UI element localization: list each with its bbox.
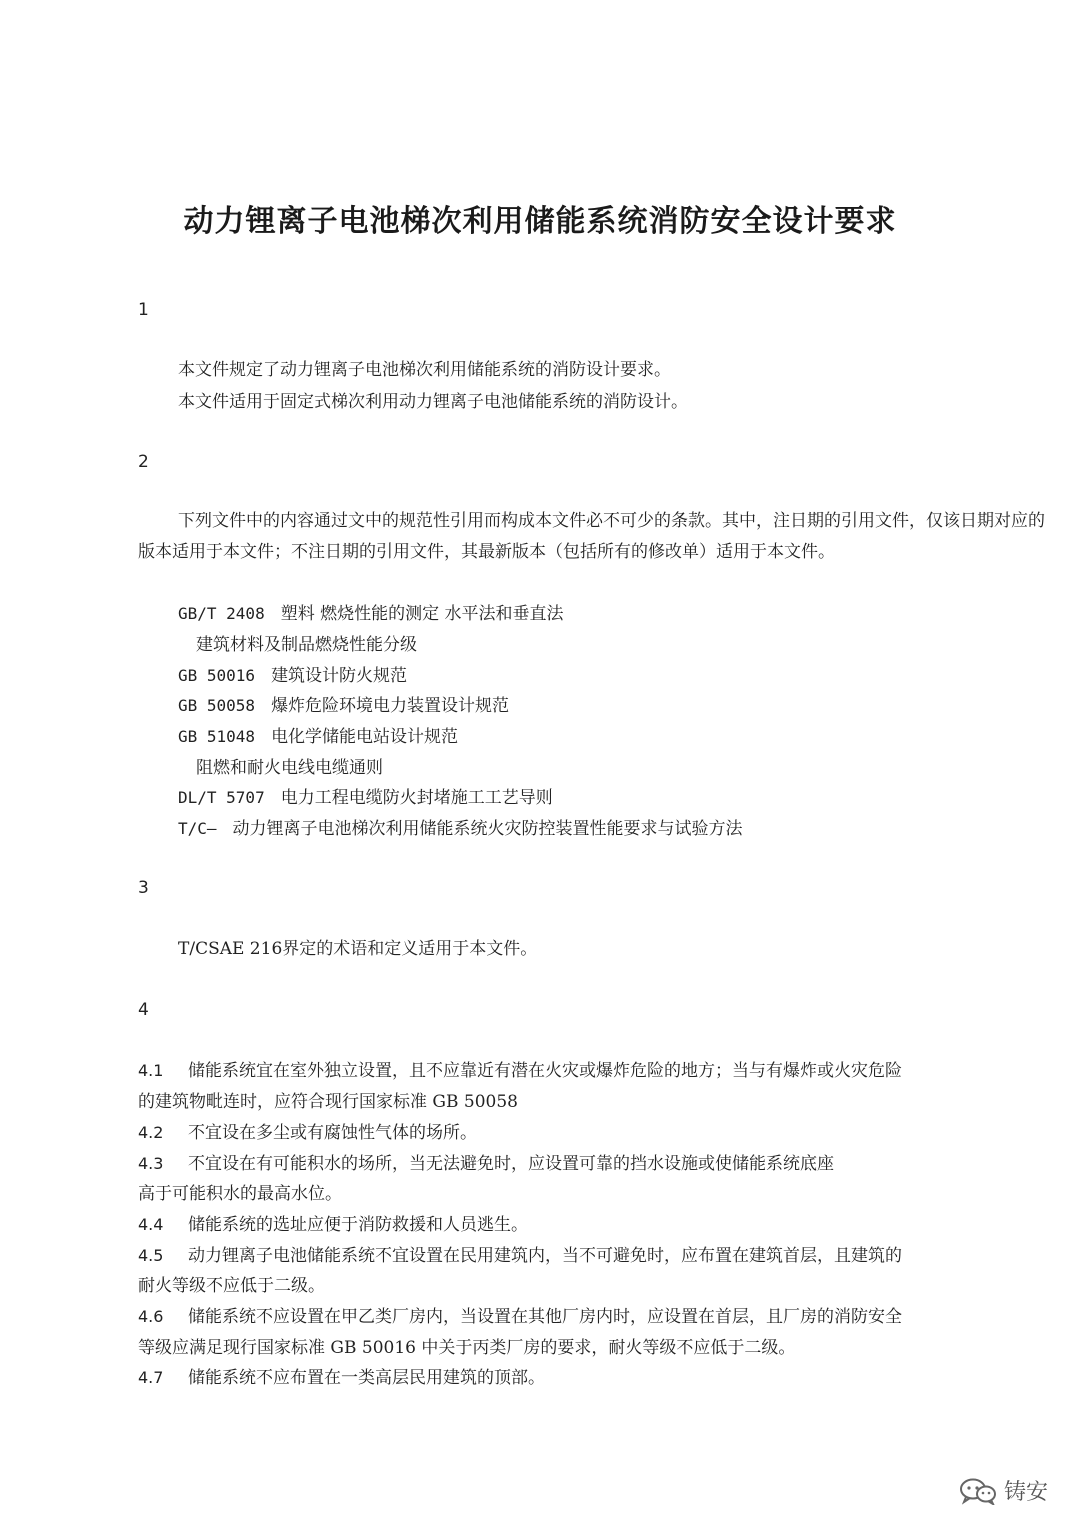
clause-number: 4.7 xyxy=(138,1368,164,1387)
watermark-text: 铸安 xyxy=(1003,1480,1048,1505)
reference-name: 爆炸危险环境电力装置设计规范 xyxy=(271,696,510,716)
section-1-line-2: 本文件适用于固定式梯次利用动力锂离子电池储能系统的消防设计。 xyxy=(178,392,688,412)
reference-item xyxy=(178,602,564,626)
clause-4-3-cont: 高于可能积水的最高水位。 xyxy=(138,1184,342,1204)
reference-item xyxy=(178,725,458,749)
clause-4-3 xyxy=(138,1152,834,1176)
clause-4-4 xyxy=(138,1213,528,1237)
clause-4-1 xyxy=(138,1059,902,1083)
reference-code: GB 50058 xyxy=(178,696,256,715)
wechat-icon xyxy=(958,1477,998,1505)
clause-4-6-cont: 等级应满足现行国家标准 GB 50016 中关于丙类厂房的要求，耐火等级不应低于二级。 xyxy=(138,1338,796,1358)
reference-name: 塑料 燃烧性能的测定 水平法和垂直法 xyxy=(280,604,564,624)
reference-code: T/C— xyxy=(178,819,217,838)
section-3-line: T/CSAE 216界定的术语和定义适用于本文件。 xyxy=(178,939,538,959)
section-3-number: 3 xyxy=(138,878,149,898)
section-2-number: 2 xyxy=(138,452,149,472)
reference-item xyxy=(178,817,743,841)
clause-number: 4.6 xyxy=(138,1307,164,1326)
clause-4-1-cont: 的建筑物毗连时，应符合现行国家标准 GB 50058 xyxy=(138,1092,518,1112)
clause-4-2 xyxy=(138,1121,477,1145)
clause-4-5-cont: 耐火等级不应低于二级。 xyxy=(138,1276,325,1296)
reference-item xyxy=(196,633,417,657)
section-2-intro: 下列文件中的内容通过文中的规范性引用而构成本文件必不可少的条款。其中，注日期的引用文件，仅该日期对应的版本适用于本文件；不注日期的引用文件，其最新版本（包括所有的修改单）适用于本文件。 xyxy=(138,511,1045,562)
reference-code: DL/T 5707 xyxy=(178,788,265,807)
document-title: 动力锂离子电池梯次利用储能系统消防安全设计要求 xyxy=(183,204,897,239)
reference-name: 电力工程电缆防火封堵施工工艺导则 xyxy=(280,788,553,808)
clause-number: 4.2 xyxy=(138,1123,164,1142)
section-4-number: 4 xyxy=(138,1000,149,1020)
clause-number: 4.5 xyxy=(138,1246,164,1265)
section-1-line-1: 本文件规定了动力锂离子电池梯次利用储能系统的消防设计要求。 xyxy=(178,360,671,380)
clause-number: 4.1 xyxy=(138,1061,164,1080)
clause-4-6 xyxy=(138,1305,902,1329)
clause-4-5 xyxy=(138,1244,902,1268)
clause-text: 不宜设在多尘或有腐蚀性气体的场所。 xyxy=(188,1123,477,1143)
reference-code: GB/T 2408 xyxy=(178,604,265,623)
clause-text: 动力锂离子电池储能系统不宜设置在民用建筑内，当不可避免时，应布置在建筑首层，且建筑的 xyxy=(188,1246,902,1266)
clause-text: 储能系统不应布置在一类高层民用建筑的顶部。 xyxy=(188,1368,545,1388)
clause-text: 储能系统不应设置在甲乙类厂房内，当设置在其他厂房内时，应设置在首层，且厂房的消防安全 xyxy=(188,1307,902,1327)
reference-name: 建筑材料及制品燃烧性能分级 xyxy=(196,635,417,655)
reference-item xyxy=(178,786,553,810)
reference-code: GB 50016 xyxy=(178,666,256,685)
clause-text: 不宜设在有可能积水的场所，当无法避免时，应设置可靠的挡水设施或使储能系统底座 xyxy=(188,1154,834,1174)
watermark xyxy=(958,1475,1048,1506)
clause-text: 储能系统宜在室外独立设置，且不应靠近有潜在火灾或爆炸危险的地方；当与有爆炸或火灾危险 xyxy=(188,1061,902,1081)
clause-4-7 xyxy=(138,1366,545,1390)
reference-item xyxy=(196,756,383,780)
section-1-number: 1 xyxy=(138,300,149,320)
reference-name: 电化学储能电站设计规范 xyxy=(271,727,459,747)
clause-number: 4.4 xyxy=(138,1215,164,1234)
reference-item xyxy=(178,694,509,718)
reference-code: GB 51048 xyxy=(178,727,256,746)
reference-name: 阻燃和耐火电线电缆通则 xyxy=(196,758,383,778)
clause-text: 储能系统的选址应便于消防救援和人员逃生。 xyxy=(188,1215,528,1235)
reference-item xyxy=(178,664,407,688)
reference-name: 建筑设计防火规范 xyxy=(271,666,408,686)
clause-number: 4.3 xyxy=(138,1154,164,1173)
reference-name: 动力锂离子电池梯次利用储能系统火灾防控装置性能要求与试验方法 xyxy=(232,819,743,839)
